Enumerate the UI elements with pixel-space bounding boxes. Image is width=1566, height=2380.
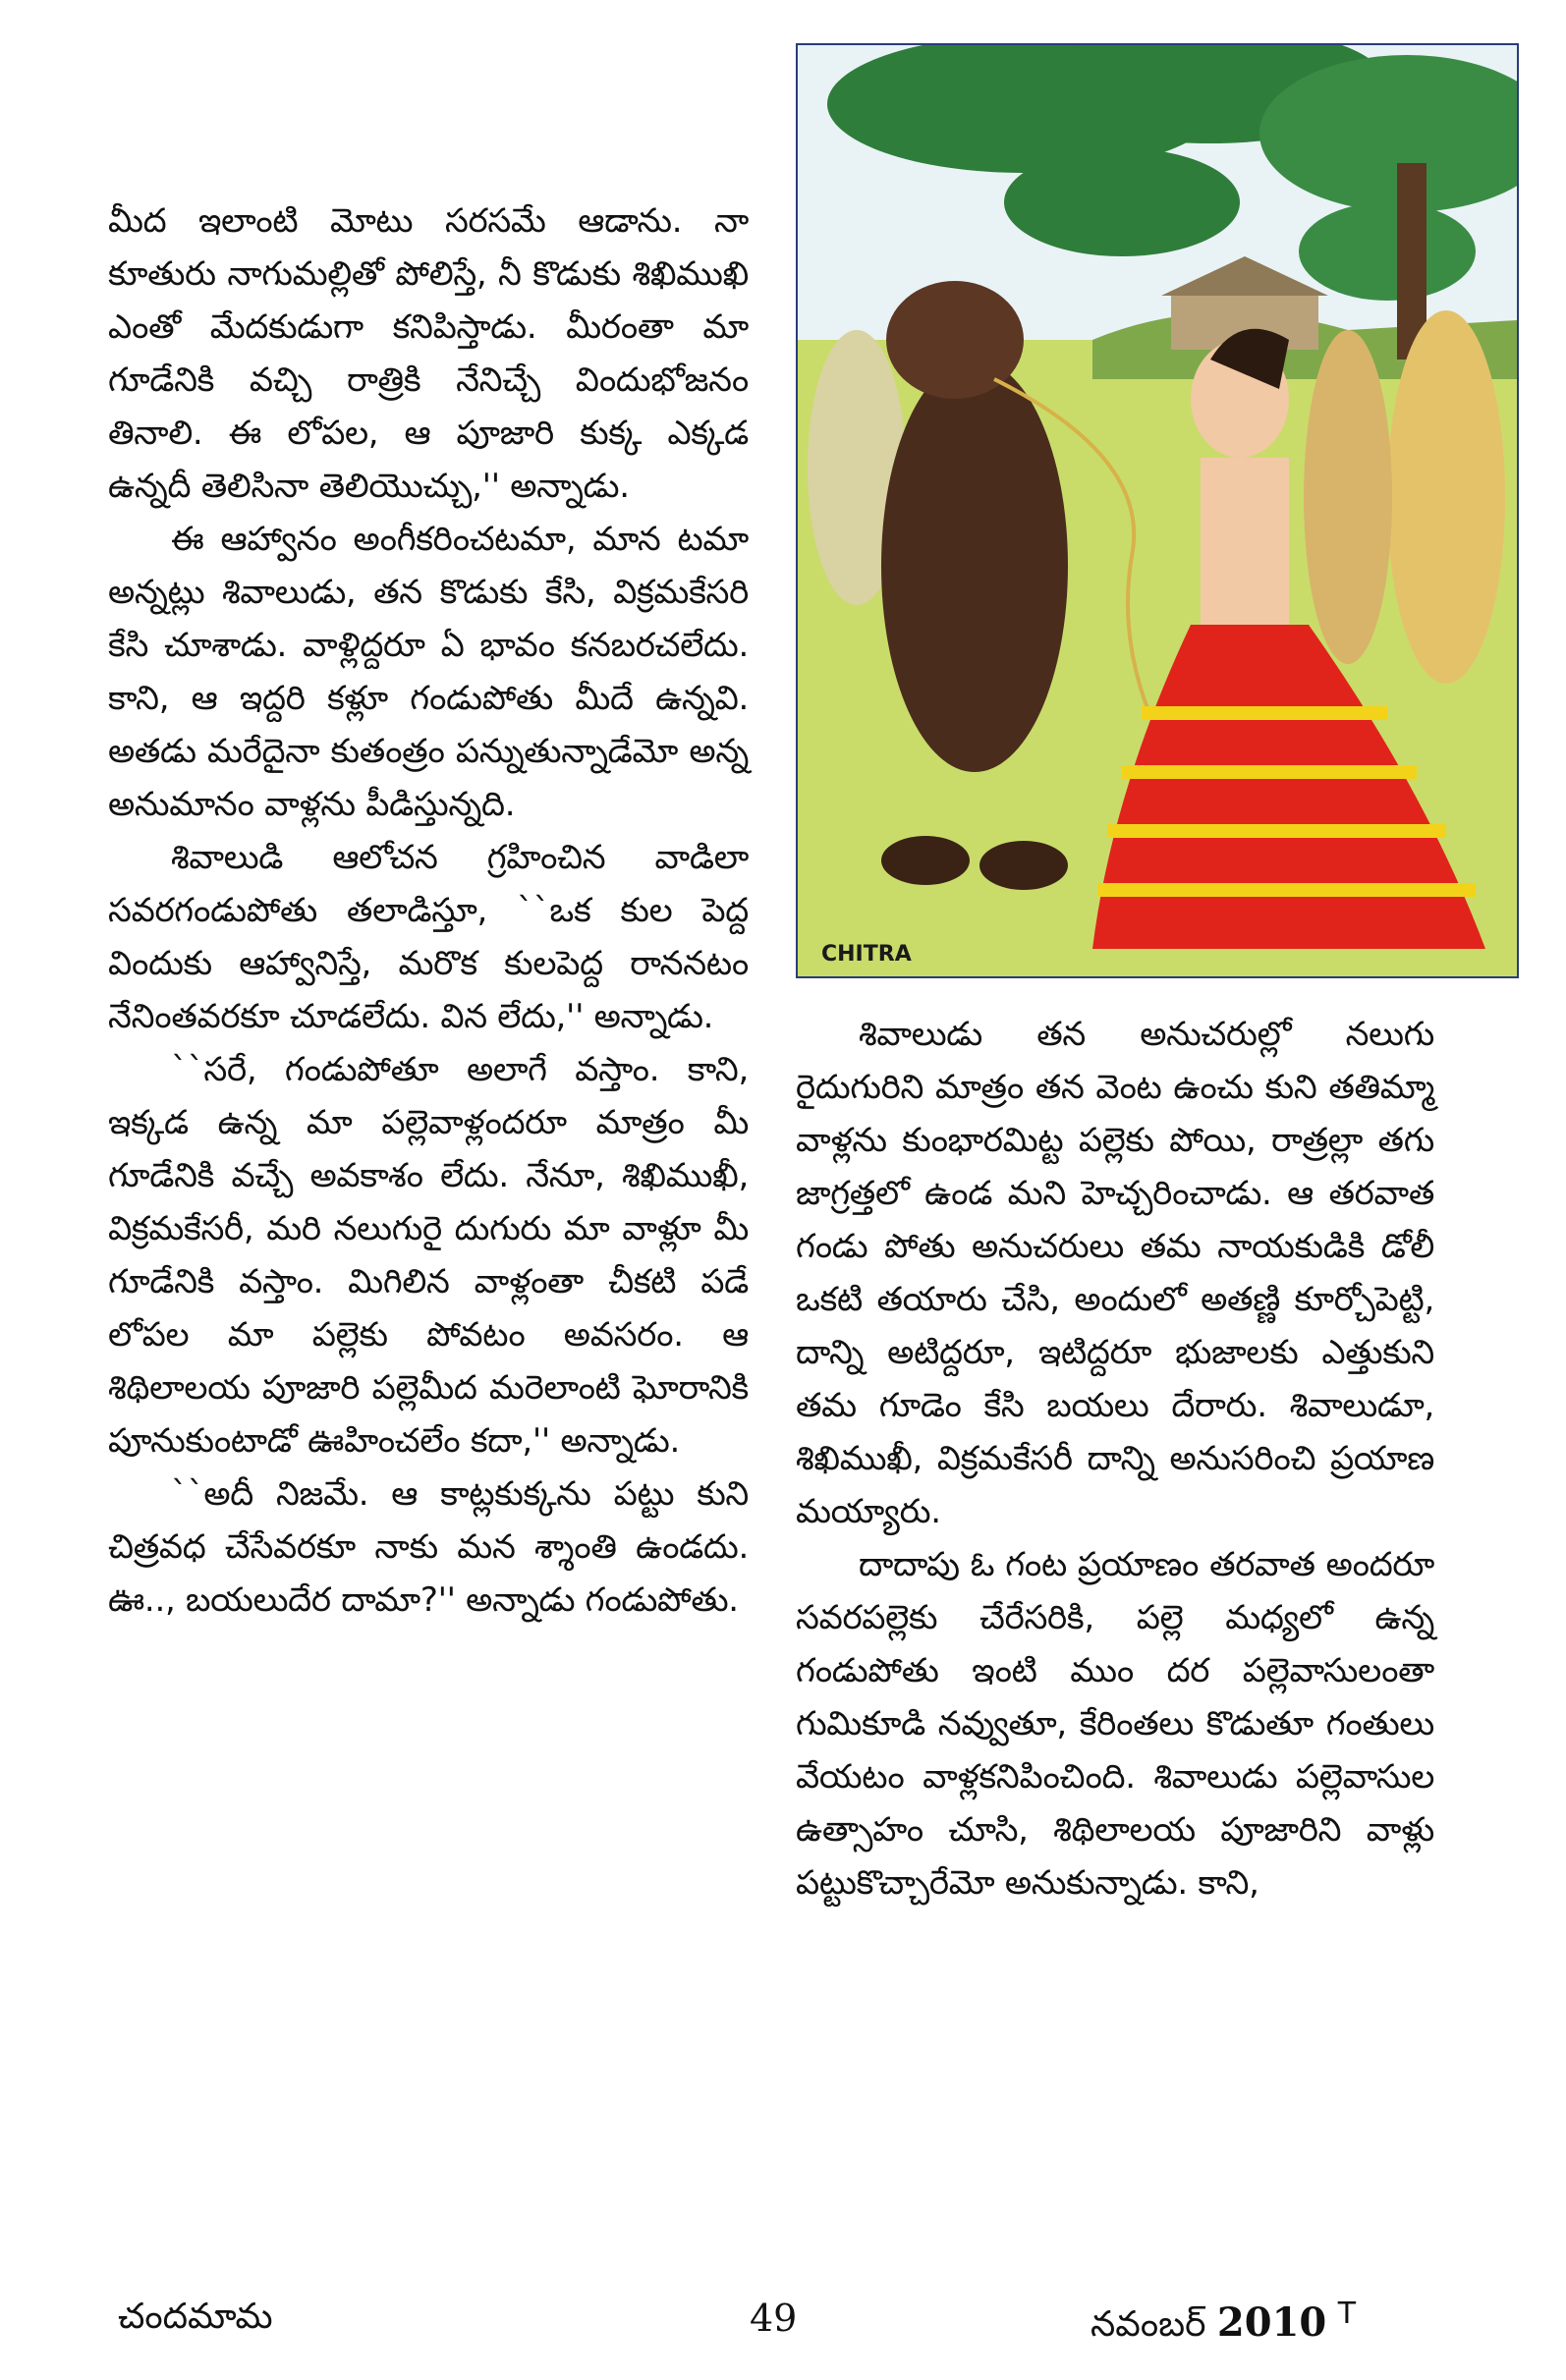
story-illustration (796, 43, 1519, 978)
paragraph: ``సరే, గండుపోతూ అలాగే వస్తాం. కాని, ఇక్కడ ఉన్న మా పల్లెవాళ్లందరూ మాత్రం మీ గూడేనికి వచ్చే అవకాశం లేదు. నేనూ, శిఖిముఖీ, విక్రమకేసరీ, మరి నలుగురై దుగురు మా వాళ్లూ మీ గూడేనికి వస్తాం. మిగిలిన వాళ్లంతా చీకటి పడే లోపల మా పల్లెకు పోవటం అవసరం. ఆ శిథిలాలయ పూజారి పల్లెమీద మరెలాంటి ఘోరానికి పూనుకుంటాడో ఊహించలేం కదా,'' అన్నాడు. (108, 1050, 749, 1461)
page-number: 49 (750, 2297, 798, 2340)
paragraph: ``అదీ నిజమే. ఆ కాట్లకుక్కను పట్టు కుని చిత్రవధ చేసేవరకూ నాకు మన శ్శాంతి ఉండదు. ఊ.., బయలుదేర దామా?'' అన్నాడు గండుపోతు. (108, 1474, 749, 1620)
right-text-column (796, 1008, 1434, 1910)
paragraph: శివాలుడి ఆలోచన గ్రహించిన వాడిలా సవరగండుపోతు తలాడిస్తూ, ``ఒక కుల పెద్ద విందుకు ఆహ్వానిస్తే, మరొక కులపెద్ద రానన‌టం నేనింతవరకూ చూడలేదు. విన లేదు,'' అన్నాడు. (108, 838, 749, 1036)
artist-signature: CHITRA (821, 942, 912, 967)
issue-year: 2010 (1216, 2299, 1327, 2346)
paragraph: శివాలుడు తన అనుచరుల్లో నలుగు రైదుగురిని మాత్రం తన వెంట ఉంచు కుని తతిమ్మా వాళ్లను కుంభారమిట్ట పల్లెకు పోయి, రాత్రల్లా తగు జాగ్రత్తలో ఉండ మని హెచ్చరించాడు. ఆ తరవాత గండు పోతు అనుచరులు తమ నాయకుడికి డోలీ ఒకటి తయారు చేసి, అందులో అతణ్ణి కూర్చోపెట్టి, దాన్ని అటిద్దరూ, ఇటిద్దరూ భుజాలకు ఎత్తుకుని తమ గూడెం కేసి బయలు దేరారు. శివాలుడూ, శిఖిముఖీ, విక్రమకేసరీ దాన్ని అనుసరించి ప్రయాణ మయ్యారు. (796, 1015, 1434, 1531)
paragraph: దాదాపు ఓ గంట ప్రయాణం తరవాత అందరూ సవరపల్లెకు చేరేసరికి, పల్లె మధ్యలో ఉన్న గండుపోతు ఇంటి ముం దర పల్లెవాసులంతా గుమికూడి నవ్వుతూ, కేరింతలు కొడుతూ గంతులు వేయటం వాళ్లకనిపించింది. శివాలుడు పల్లెవాసుల ఉత్సాహం చూసి, శిథిలాలయ పూజారిని వాళ్లు పట్టుకొచ్చారేమో అనుకున్నాడు. కాని, (796, 1545, 1434, 1903)
paragraph: ఈ ఆహ్వానం అంగీకరించటమా, మాన టమా అన్నట్లు శివాలుడు, తన కొడుకు కేసి, విక్రమకేసరి కేసి చూశాడు. వాళ్లిద్దరూ ఏ భావం కనబరచలేదు. కాని, ఆ ఇద్దరి కళ్లూ గండుపోతు మీదే ఉన్నవి. అతడు మరేదైనా కుతంత్రం పన్నుతున్నాడేమో అన్న అనుమానం వాళ్లను పీడిస్తున్నది. (108, 520, 749, 824)
left-text-column (108, 194, 749, 1627)
issue-date (1091, 2297, 1356, 2353)
illustration-art (798, 45, 1517, 976)
issue-month: నవంబర్ (1091, 2304, 1206, 2345)
magazine-name: చందమామ (118, 2297, 273, 2337)
paragraph: మీద ఇలాంటి మోటు సరసమే ఆడాను. నా కూతురు నాగుమల్లితో పోలిస్తే, నీ కొడుకు శిఖిముఖి ఎంతో మేదకుడుగా కనిపిస్తాడు. మీరంతా మా గూడేనికి వచ్చి రాత్రికి నేనిచ్చే విందుభోజనం తినాలి. ఈ లోపల, ఆ పూజారి కుక్క ఎక్కడ ఉన్నదీ తెలిసినా తెలియొచ్చు,'' అన్నాడు. (108, 201, 749, 506)
issue-mark: T (1337, 2297, 1357, 2331)
